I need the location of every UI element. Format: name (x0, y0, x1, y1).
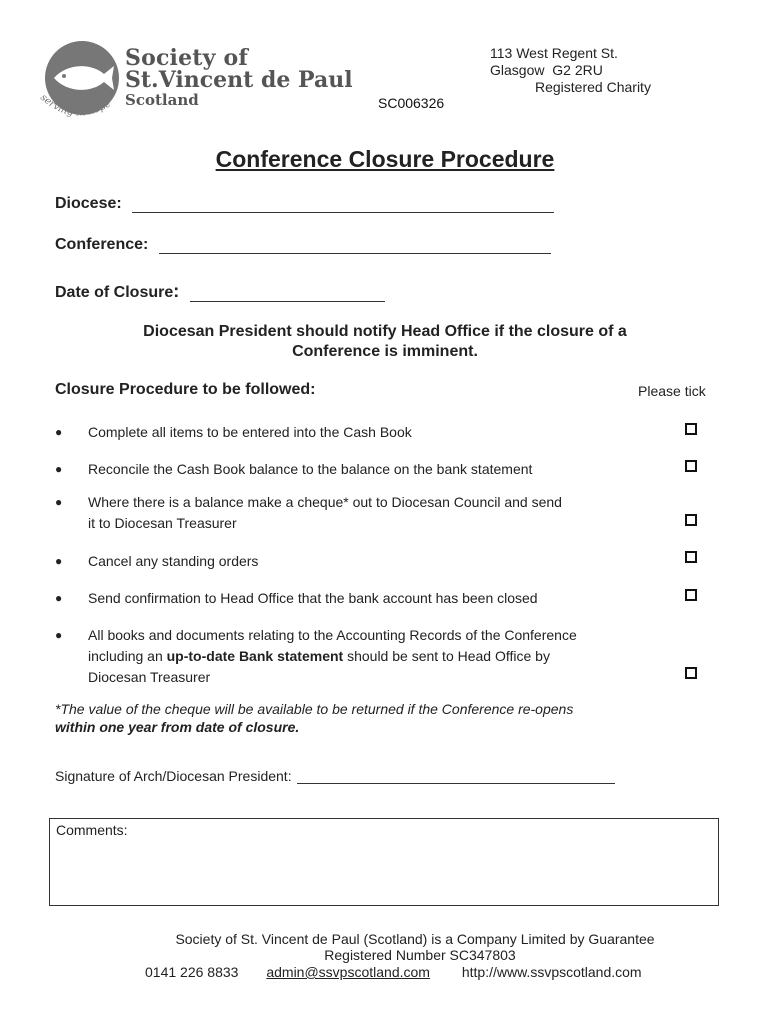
footnote-line2: within one year from date of closure. (55, 719, 300, 735)
org-name-line2: St.Vincent de Paul (125, 67, 353, 93)
motto-text: serving in hope (38, 92, 113, 119)
registered-charity-label: Registered Charity (535, 79, 651, 95)
org-name-line3: Scotland (125, 91, 199, 109)
item-text-line1: All books and documents relating to the Accounting Records of the Conference (88, 627, 577, 643)
item-text-line3: Diocesan Treasurer (88, 669, 211, 685)
diocese-input-line[interactable] (132, 196, 554, 213)
checkbox-cheque[interactable] (685, 514, 697, 526)
checkbox-standing-orders[interactable] (685, 551, 697, 563)
address-line2: Glasgow G2 2RU (490, 62, 603, 78)
checkbox-books-documents[interactable] (685, 667, 697, 679)
item-text: Complete all items to be entered into the Cash Book (88, 424, 412, 440)
org-name-line1: Society of (125, 45, 249, 71)
date-of-closure-label: Date of Closure (55, 284, 174, 301)
checkbox-cash-book[interactable] (685, 423, 697, 435)
footer-phone: 0141 226 8833 (145, 964, 239, 980)
item-text: Reconcile the Cash Book balance to the balance on the bank statement (88, 461, 533, 477)
bullet-icon: ● (55, 591, 63, 605)
date-colon: : (173, 281, 180, 301)
item-text-line1: Where there is a balance make a cheque* out to Diocesan Council and send (88, 494, 562, 510)
item-text-line2: it to Diocesan Treasurer (88, 515, 237, 531)
notice-line1: Diocesan President should notify Head Office if the closure of a (143, 323, 627, 340)
address-line1: 113 West Regent St. (490, 45, 618, 61)
bullet-icon: ● (55, 462, 63, 476)
diocese-label: Diocese: (55, 195, 122, 212)
date-of-closure-input-line[interactable] (190, 285, 385, 302)
signature-input-line[interactable] (297, 768, 615, 784)
conference-field (55, 236, 551, 254)
bullet-icon: ● (55, 554, 63, 568)
procedure-heading: Closure Procedure to be followed: (55, 381, 316, 398)
footnote-line1: *The value of the cheque will be available to be returned if the Conference re-opens (55, 701, 574, 717)
checkbox-confirmation[interactable] (685, 589, 697, 601)
footer-website[interactable]: http://www.ssvpscotland.com (461, 964, 642, 980)
footer-email-link[interactable]: admin@ssvpscotland.com (266, 964, 430, 980)
conference-input-line[interactable] (159, 237, 551, 254)
comments-label: Comments: (56, 822, 128, 838)
page-title: Conference Closure Procedure (215, 146, 555, 172)
footer-contact-line (145, 964, 705, 980)
conference-label: Conference: (55, 236, 149, 253)
item-text: Cancel any standing orders (88, 553, 259, 569)
bullet-icon: ● (55, 495, 63, 509)
date-of-closure-field (55, 281, 385, 302)
bank-statement-emphasis: up-to-date Bank statement (166, 648, 344, 664)
checkbox-reconcile[interactable] (685, 460, 697, 472)
bullet-icon: ● (55, 628, 63, 642)
please-tick-label: Please tick (638, 383, 706, 399)
charity-number: SC006326 (378, 95, 445, 111)
signature-label: Signature of Arch/Diocesan President: (55, 768, 292, 784)
svg-text:serving in hope (38, 92, 113, 118)
motto-arc (38, 92, 128, 132)
diocese-field (55, 195, 554, 213)
notice-text (0, 322, 770, 362)
footer-registered-number: Registered Number SC347803 (324, 947, 516, 963)
footnote (55, 700, 573, 736)
item-text: Send confirmation to Head Office that the bank account has been closed (88, 590, 538, 606)
signature-field (55, 768, 615, 784)
item-text-line2: including an up-to-date Bank statement should be sent to Head Office by (88, 648, 550, 664)
footer-company-line: Society of St. Vincent de Paul (Scotland) is a Company Limited by Guarantee (175, 931, 655, 947)
bullet-icon: ● (55, 425, 63, 439)
notice-line2: Conference is imminent. (292, 343, 478, 360)
comments-box[interactable] (49, 818, 719, 906)
